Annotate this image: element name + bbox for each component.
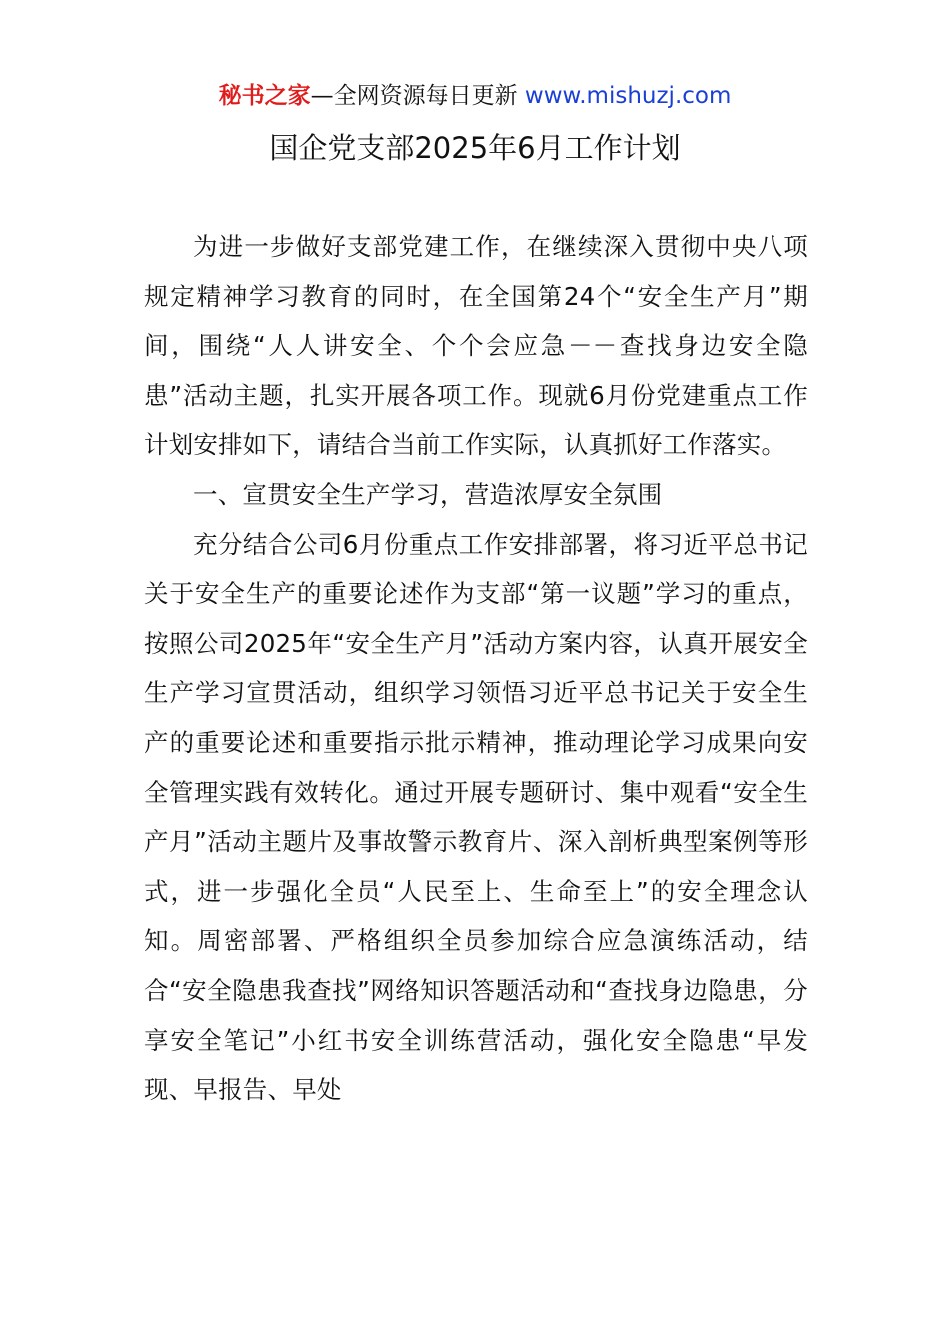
- section-1-paragraph: 充分结合公司6月份重点工作安排部署，将习近平总书记关于安全生产的重要论述作为支部“第一议题”学习的重点，按照公司2025年“安全生产月”活动方案内容，认真开展安全生产学习宣贯活动，组织学习领悟习近平总书记关于安全生产的重要论述和重要指示批示精神，推动理论学习成果向安全管理实践有效转化。通过开展专题研讨、集中观看“安全生产月”活动主题片及事故警示教育片、深入剖析典型案例等形式，进一步强化全员“人民至上、生命至上”的安全理念认知。周密部署、严格组织全员参加综合应急演练活动，结合“安全隐患我查找”网络知识答题活动和“查找身边隐患，分享安全笔记”小红书安全训练营活动，强化安全隐患“早发现、早报告、早处: [144, 529, 808, 1105]
- site-header: [0, 78, 950, 114]
- brand-name: 秘书之家: [218, 83, 311, 109]
- document-title: 国企党支部2025年6月工作计划: [269, 131, 681, 165]
- site-url-link[interactable]: www.mishuzj.com: [524, 83, 732, 109]
- header-tagline: —全网资源每日更新: [310, 83, 525, 109]
- intro-paragraph: 为进一步做好支部党建工作，在继续深入贯彻中央八项规定精神学习教育的同时，在全国第24个“安全生产月”期间，围绕“人人讲安全、个个会应急－－查找身边安全隐患”活动主题，扎实开展各项工作。现就6月份党建重点工作计划安排如下，请结合当前工作实际，认真抓好工作落实。: [144, 232, 808, 460]
- section-heading-1: 一、宣贯安全生产学习，营造浓厚安全氛围: [193, 479, 663, 509]
- document-body: [144, 222, 808, 1115]
